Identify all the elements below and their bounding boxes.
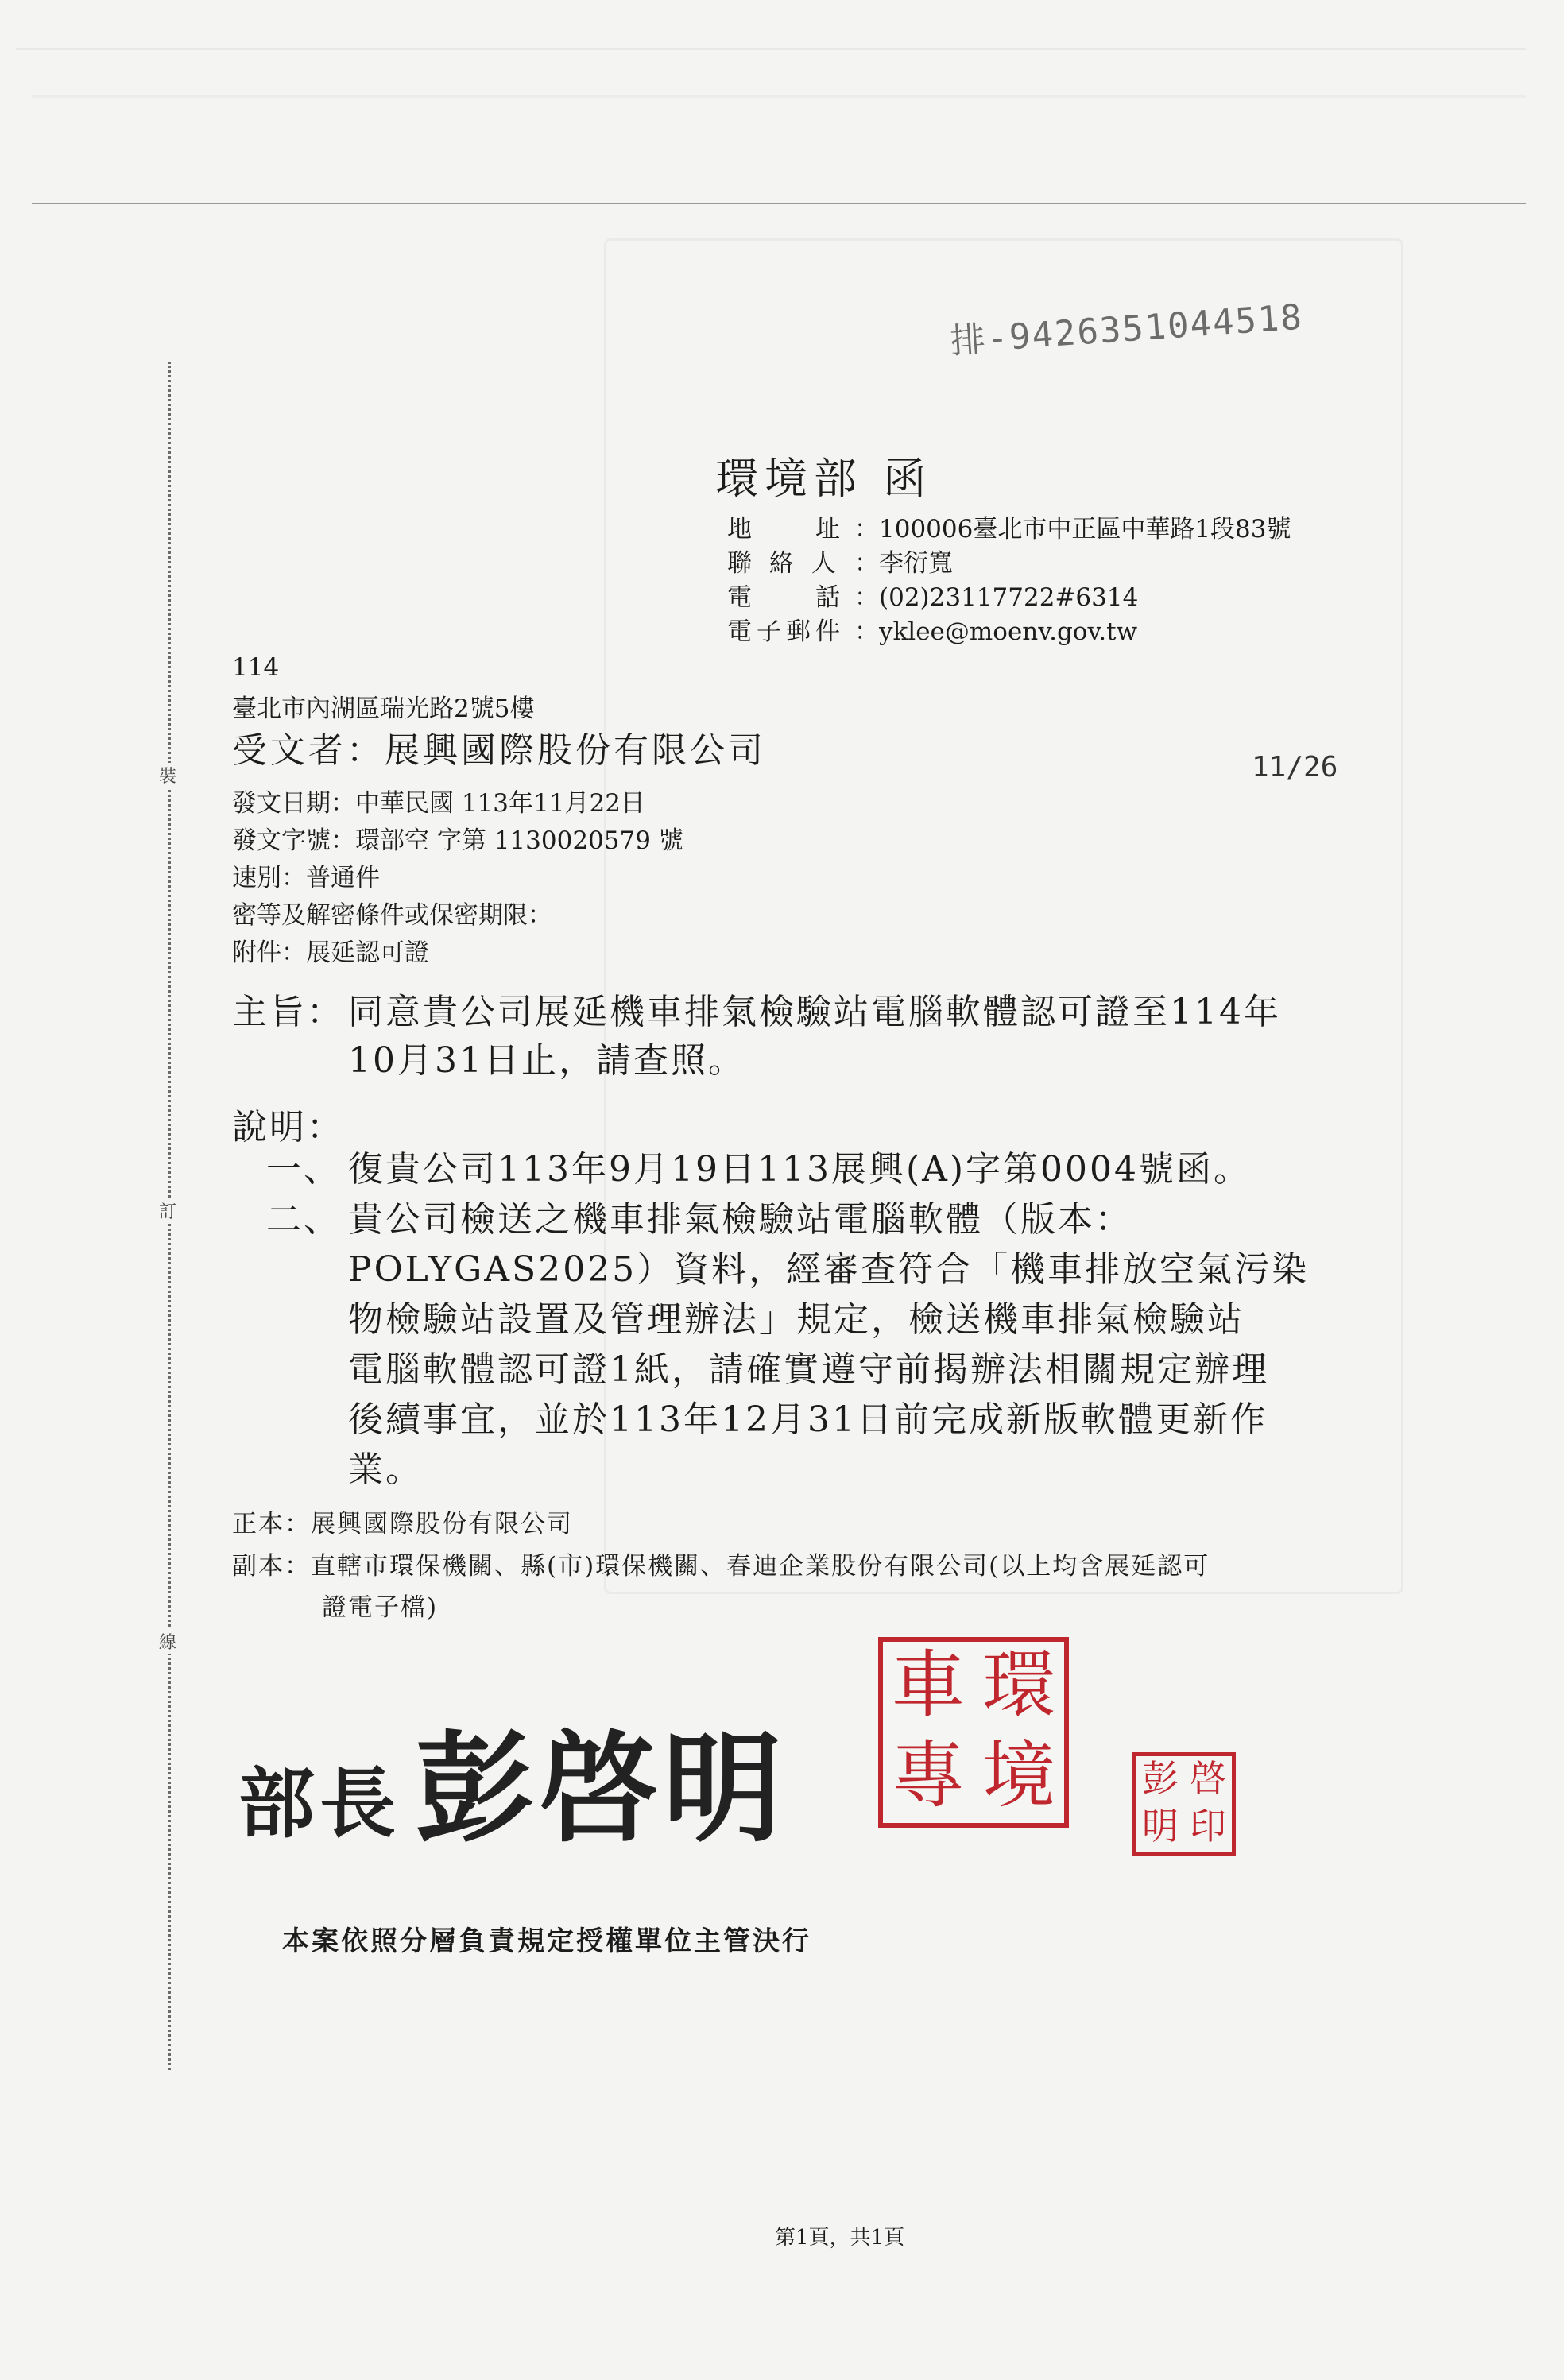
sender-email-line: 電子郵件 ：yklee@moenv.gov.tw <box>727 617 1138 646</box>
minister-signature <box>238 1693 787 1864</box>
seal-char: 啓 <box>1190 1757 1226 1800</box>
seal-char: 車 <box>891 1643 965 1728</box>
original-copy: 正本：展興國際股份有限公司 <box>232 1510 573 1538</box>
seal-char: 境 <box>981 1733 1055 1818</box>
item-line: 業。 <box>348 1449 423 1490</box>
item-number: 一、 <box>266 1149 341 1190</box>
subject-line: 10月31日止，請查照。 <box>348 1040 745 1081</box>
item-line: 物檢驗站設置及管理辦法」規定，檢送機車排氣檢驗站 <box>348 1299 1245 1340</box>
item-number: 二、 <box>266 1199 341 1240</box>
explanation-label: 說明： <box>232 1107 344 1147</box>
handwritten-date: 11/26 <box>1252 751 1338 784</box>
item-line: 後續事宜，並於113年12月31日前完成新版軟體更新作 <box>348 1399 1268 1440</box>
item-line: 電腦軟體認可證1紙，請確實遵守前揭辦法相關規定辦理 <box>348 1349 1269 1390</box>
subject-label: 主旨： <box>232 992 344 1032</box>
seal-char: 環 <box>981 1643 1055 1728</box>
agency-seal <box>878 1637 1069 1828</box>
sender-address-line: 地 址 ：100006臺北市中正區中華路1段83號 <box>727 515 1291 544</box>
binding-label: 線 <box>159 1629 176 1654</box>
item-line: POLYGAS2025）資料，經審查符合「機車排放空氣污染 <box>348 1249 1310 1290</box>
issue-date: 發文日期：中華民國 113年11月22日 <box>232 789 645 818</box>
page-footer: 第1頁，共1頁 <box>775 2226 905 2250</box>
item-line: 復貴公司113年9月19日113展興(A)字第0004號函。 <box>348 1149 1252 1190</box>
minister-title: 部長 <box>238 1759 401 1848</box>
underlying-page-edge <box>32 32 1526 98</box>
confidentiality: 密等及解密條件或保密期限： <box>232 901 552 930</box>
sender-phone-line: 電 話 ：(02)23117722#6314 <box>727 583 1139 612</box>
handwritten-note: 排-9426351044518 <box>949 296 1305 362</box>
carbon-copy: 副本：直轄市環保機關、縣(市)環保機關、春迪企業股份有限公司(以上均含展延認可 <box>232 1552 1210 1581</box>
recipient-zip: 114 <box>232 653 280 682</box>
recipient-address: 臺北市內湖區瑞光路2號5樓 <box>232 695 535 723</box>
agency-title: 環境部 函 <box>715 454 933 504</box>
seal-char: 印 <box>1190 1805 1226 1848</box>
personal-seal <box>1132 1752 1236 1856</box>
seal-char: 明 <box>1142 1805 1179 1848</box>
binding-label: 訂 <box>159 1198 176 1223</box>
page-fold-line <box>32 203 1526 204</box>
carbon-copy-continued: 證電子檔) <box>322 1593 439 1622</box>
document-number: 發文字號：環部空 字第 1130020579 號 <box>232 826 683 855</box>
recipient: 受文者：展興國際股份有限公司 <box>232 730 766 771</box>
binding-label: 裝 <box>159 763 176 788</box>
subject-line: 同意貴公司展延機車排氣檢驗站電腦軟體認可證至114年 <box>348 992 1281 1032</box>
item-line: 貴公司檢送之機車排氣檢驗站電腦軟體（版本： <box>348 1199 1132 1240</box>
sender-contact-line: 聯 絡 人 ：李衍寬 <box>727 549 953 578</box>
delegation-note: 本案依照分層負責規定授權單位主管決行 <box>282 1925 811 1957</box>
attachment: 附件：展延認可證 <box>232 938 429 967</box>
minister-name: 彭啓明 <box>415 1719 788 1859</box>
seal-char: 彭 <box>1142 1757 1179 1800</box>
seal-char: 專 <box>891 1733 965 1818</box>
urgency: 速別：普通件 <box>232 864 380 892</box>
